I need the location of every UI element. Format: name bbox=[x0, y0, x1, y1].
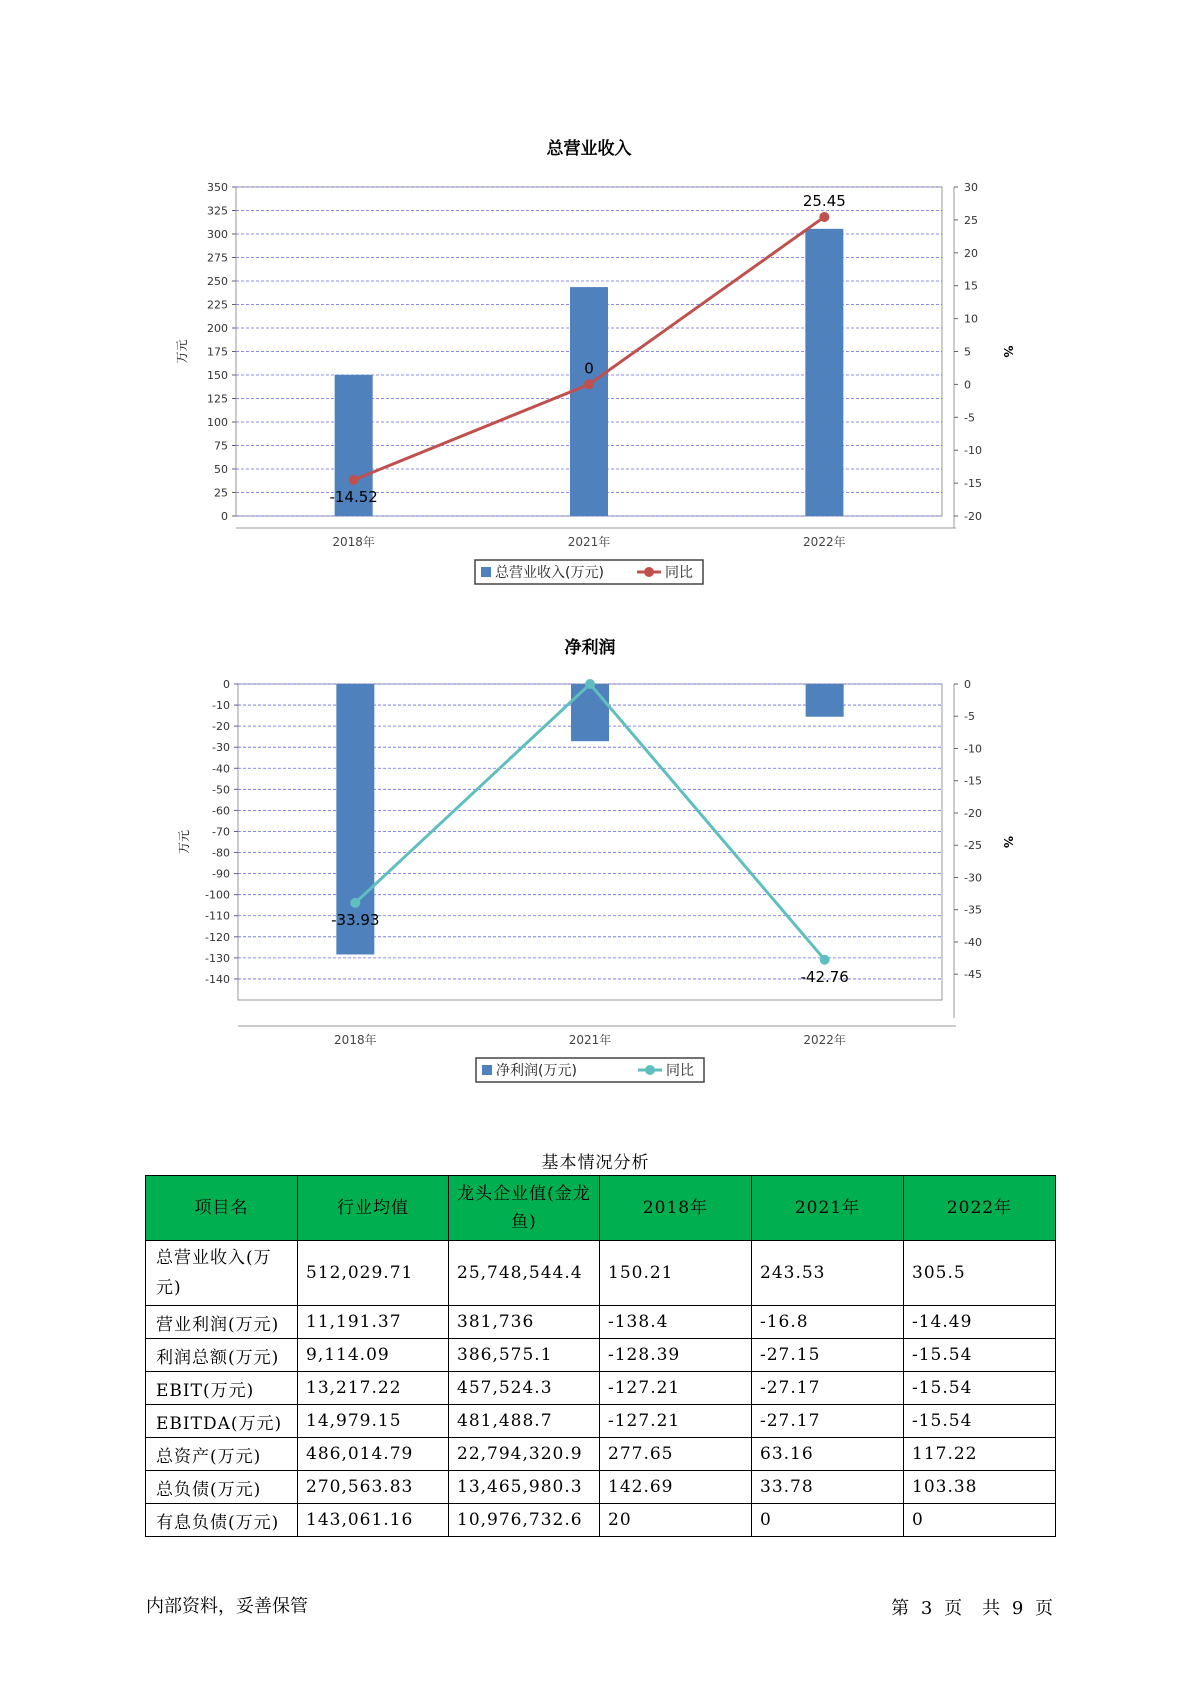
header-leader-value: 龙头企业值(金龙鱼) bbox=[449, 1176, 600, 1241]
table-title: 基本情况分析 bbox=[541, 1153, 650, 1173]
table-cell: 103.38 bbox=[904, 1471, 1056, 1504]
revenue-chart-svg bbox=[0, 130, 1191, 600]
table-row bbox=[146, 1504, 1056, 1537]
right-tick-label: 5 bbox=[964, 345, 971, 359]
y-axis-label: 万元 bbox=[177, 829, 191, 855]
header-2018: 2018年 bbox=[600, 1176, 752, 1241]
y-tick-label: 0 bbox=[221, 510, 228, 523]
table-cell: -138.4 bbox=[600, 1306, 752, 1339]
header-industry-avg: 行业均值 bbox=[298, 1176, 449, 1241]
right-tick-label: -30 bbox=[964, 871, 982, 885]
table-cell: 277.65 bbox=[600, 1438, 752, 1471]
table-cell: 14,979.15 bbox=[298, 1405, 449, 1438]
y-tick-label: -40 bbox=[212, 762, 230, 776]
table-row-label: 利润总额(万元) bbox=[146, 1339, 298, 1372]
table-row-label: 总负债(万元) bbox=[146, 1471, 298, 1504]
legend-line-marker bbox=[644, 567, 654, 577]
table-cell: 305.5 bbox=[904, 1241, 1056, 1306]
table-cell: -27.17 bbox=[752, 1405, 904, 1438]
y-tick-label: 225 bbox=[207, 298, 228, 312]
right-tick-label: 25 bbox=[964, 213, 978, 227]
right-tick-label: 0 bbox=[964, 378, 971, 392]
table-cell: 143,061.16 bbox=[298, 1504, 449, 1537]
yoy-point bbox=[819, 212, 829, 222]
yoy-point bbox=[585, 679, 595, 689]
y-tick-label: 25 bbox=[214, 486, 228, 500]
y-tick-label: 175 bbox=[207, 345, 228, 359]
y-tick-label: -20 bbox=[212, 720, 230, 734]
y-tick-label: 325 bbox=[207, 204, 228, 218]
table-cell: 386,575.1 bbox=[449, 1339, 600, 1372]
bar bbox=[570, 287, 608, 516]
header-item-name: 项目名 bbox=[146, 1176, 298, 1241]
table-cell: 13,465,980.3 bbox=[449, 1471, 600, 1504]
table-row bbox=[146, 1306, 1056, 1339]
y-tick-label: -50 bbox=[212, 783, 230, 797]
y-tick-label: -100 bbox=[205, 888, 230, 902]
table-header-row bbox=[146, 1176, 1056, 1241]
y-tick-label: -60 bbox=[212, 804, 230, 818]
legend-bar-swatch bbox=[481, 567, 491, 577]
right-tick-label: -20 bbox=[964, 510, 982, 523]
data-label: -42.76 bbox=[800, 967, 849, 986]
table-cell: 270,563.83 bbox=[298, 1471, 449, 1504]
y-tick-label: 75 bbox=[214, 439, 228, 453]
y-tick-label: -30 bbox=[212, 741, 230, 755]
x-tick-label: 2022年 bbox=[803, 535, 846, 549]
y2-axis-label: % bbox=[1001, 835, 1015, 849]
right-tick-label: 20 bbox=[964, 246, 978, 260]
y-tick-label: -120 bbox=[205, 930, 230, 944]
page-current: 3 bbox=[920, 1598, 934, 1619]
y-tick-label: 200 bbox=[207, 322, 228, 335]
table-cell: -15.54 bbox=[904, 1372, 1056, 1405]
table-cell: 486,014.79 bbox=[298, 1438, 449, 1471]
data-label: -14.52 bbox=[329, 487, 378, 506]
table-cell: 243.53 bbox=[752, 1241, 904, 1306]
table-row-label: EBITDA(万元) bbox=[146, 1405, 298, 1438]
right-tick-label: -10 bbox=[964, 742, 982, 756]
net-profit-chart-svg bbox=[0, 630, 1191, 1090]
y-tick-label: -90 bbox=[212, 867, 230, 881]
yoy-point bbox=[584, 379, 594, 389]
x-tick-label: 2021年 bbox=[567, 535, 611, 549]
table-cell: 63.16 bbox=[752, 1438, 904, 1471]
page-total: 9 bbox=[1011, 1598, 1025, 1619]
basic-analysis-table bbox=[145, 1175, 1056, 1537]
table-cell: 381,736 bbox=[449, 1306, 600, 1339]
y-tick-label: -80 bbox=[212, 846, 230, 860]
right-tick-label: -25 bbox=[964, 839, 982, 853]
right-tick-label: 10 bbox=[964, 312, 978, 326]
table-cell: -27.15 bbox=[752, 1339, 904, 1372]
y-tick-label: 150 bbox=[207, 369, 228, 382]
y-tick-label: 100 bbox=[207, 416, 228, 429]
y-tick-label: -130 bbox=[205, 951, 230, 965]
table-row bbox=[146, 1372, 1056, 1405]
table-cell: -15.54 bbox=[904, 1405, 1056, 1438]
right-tick-label: 15 bbox=[964, 279, 978, 293]
right-tick-label: -5 bbox=[964, 411, 975, 425]
table-row-label: 有息负债(万元) bbox=[146, 1504, 298, 1537]
right-tick-label: -35 bbox=[964, 903, 982, 917]
table-cell: 481,488.7 bbox=[449, 1405, 600, 1438]
page-suffix: 页 bbox=[1035, 1598, 1054, 1619]
table-cell: 0 bbox=[904, 1504, 1056, 1537]
table-cell: -14.49 bbox=[904, 1306, 1056, 1339]
chart-title: 总营业收入 bbox=[546, 139, 632, 159]
table-row-label: EBIT(万元) bbox=[146, 1372, 298, 1405]
table-row-label: 总资产(万元) bbox=[146, 1438, 298, 1471]
table-cell: -16.8 bbox=[752, 1306, 904, 1339]
right-tick-label: -20 bbox=[964, 806, 982, 820]
right-tick-label: 30 bbox=[964, 181, 978, 194]
table-row bbox=[146, 1405, 1056, 1438]
bar bbox=[805, 229, 843, 516]
x-tick-label: 2018年 bbox=[332, 535, 375, 549]
table-cell: 512,029.71 bbox=[298, 1241, 449, 1306]
right-tick-label: -40 bbox=[964, 935, 982, 949]
y-tick-label: 350 bbox=[207, 181, 228, 194]
bar bbox=[806, 684, 844, 717]
legend-bar-swatch bbox=[482, 1065, 492, 1075]
table-cell: 150.21 bbox=[600, 1241, 752, 1306]
table-cell: -128.39 bbox=[600, 1339, 752, 1372]
bar bbox=[571, 684, 609, 741]
right-tick-label: -5 bbox=[964, 710, 975, 724]
table-row-label: 营业利润(万元) bbox=[146, 1306, 298, 1339]
y-tick-label: -140 bbox=[205, 972, 230, 986]
legend-bar-label: 总营业收入(万元) bbox=[495, 565, 604, 581]
y-tick-label: -110 bbox=[205, 909, 230, 923]
legend-line-label: 同比 bbox=[665, 565, 693, 581]
table-row bbox=[146, 1241, 1056, 1306]
header-2022: 2022年 bbox=[904, 1176, 1056, 1241]
y-tick-label: 125 bbox=[207, 392, 228, 406]
y-axis-label: 万元 bbox=[175, 339, 189, 364]
net-profit-chart bbox=[0, 630, 1191, 1090]
table-body bbox=[146, 1241, 1056, 1537]
table-cell: 9,114.09 bbox=[298, 1339, 449, 1372]
y2-axis-label: % bbox=[1001, 345, 1015, 358]
footer-confidential-note: 内部资料，妥善保管 bbox=[146, 1596, 308, 1617]
table-cell: 0 bbox=[752, 1504, 904, 1537]
table-cell: 11,191.37 bbox=[298, 1306, 449, 1339]
y-tick-label: 250 bbox=[207, 275, 228, 288]
y-tick-label: 300 bbox=[207, 228, 228, 241]
y-tick-label: 0 bbox=[223, 678, 230, 691]
table-cell: 25,748,544.4 bbox=[449, 1241, 600, 1306]
table-row bbox=[146, 1438, 1056, 1471]
x-tick-label: 2022年 bbox=[803, 1033, 846, 1047]
table-cell: 142.69 bbox=[600, 1471, 752, 1504]
y-tick-label: -70 bbox=[212, 825, 230, 839]
legend-line-marker bbox=[645, 1065, 655, 1075]
yoy-point bbox=[820, 955, 830, 965]
legend-line-label: 同比 bbox=[666, 1063, 694, 1079]
legend-bar-label: 净利润(万元) bbox=[496, 1063, 577, 1079]
table-cell: -127.21 bbox=[600, 1405, 752, 1438]
right-tick-label: -15 bbox=[964, 477, 982, 491]
data-label: 0 bbox=[584, 359, 594, 378]
x-tick-label: 2018年 bbox=[334, 1033, 377, 1047]
table-row bbox=[146, 1339, 1056, 1372]
table-cell: 117.22 bbox=[904, 1438, 1056, 1471]
table-row-label: 总营业收入(万元) bbox=[146, 1241, 298, 1306]
y-tick-label: 275 bbox=[207, 251, 228, 265]
header-2021: 2021年 bbox=[752, 1176, 904, 1241]
yoy-point bbox=[350, 898, 360, 908]
table-row bbox=[146, 1471, 1056, 1504]
chart-title: 净利润 bbox=[564, 638, 616, 658]
table-cell: 10,976,732.6 bbox=[449, 1504, 600, 1537]
table-cell: 13,217.22 bbox=[298, 1372, 449, 1405]
y-tick-label: 50 bbox=[214, 463, 228, 476]
data-label: 25.45 bbox=[802, 191, 846, 210]
table-cell: 22,794,320.9 bbox=[449, 1438, 600, 1471]
table-cell: -15.54 bbox=[904, 1339, 1056, 1372]
page-prefix: 第 bbox=[891, 1598, 911, 1619]
data-label: -33.93 bbox=[331, 910, 380, 929]
table-cell: -27.17 bbox=[752, 1372, 904, 1405]
x-tick-label: 2021年 bbox=[568, 1033, 612, 1047]
table-cell: -127.21 bbox=[600, 1372, 752, 1405]
page-mid: 页 共 bbox=[944, 1598, 1002, 1619]
right-tick-label: -15 bbox=[964, 774, 982, 788]
table-cell: 20 bbox=[600, 1504, 752, 1537]
right-tick-label: 0 bbox=[964, 678, 971, 691]
table-cell: 33.78 bbox=[752, 1471, 904, 1504]
right-tick-label: -10 bbox=[964, 444, 982, 458]
revenue-chart bbox=[0, 130, 1191, 600]
yoy-point bbox=[349, 475, 359, 485]
y-tick-label: -10 bbox=[212, 699, 230, 713]
table-cell: 457,524.3 bbox=[449, 1372, 600, 1405]
footer-page-number bbox=[889, 1594, 1056, 1620]
right-tick-label: -45 bbox=[964, 968, 982, 982]
